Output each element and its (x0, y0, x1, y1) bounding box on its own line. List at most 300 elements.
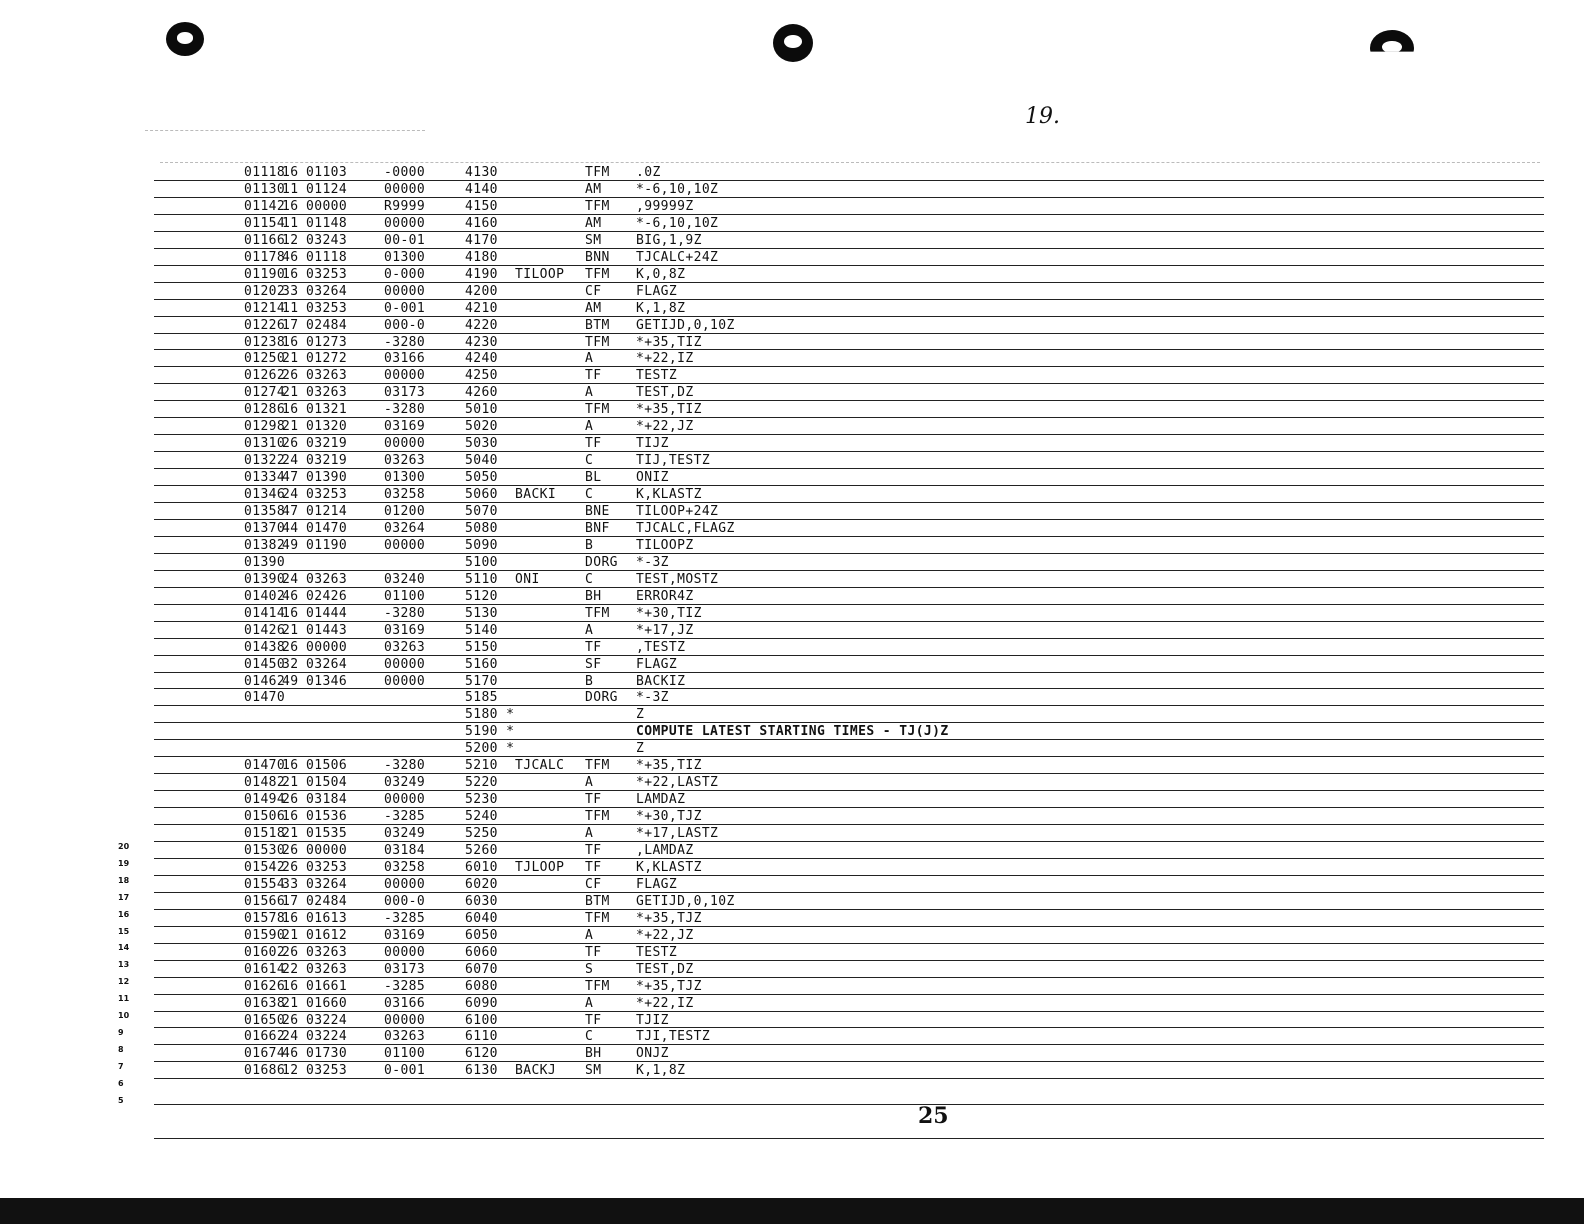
listing-opc: DORG (585, 690, 618, 706)
listing-loc: 01590 (244, 927, 286, 943)
listing-op: 26 (282, 639, 299, 655)
listing-loc: 01506 (244, 809, 286, 825)
listing-op: 16 (282, 910, 299, 926)
listing-b: 00000 (384, 792, 426, 808)
listing-loc: 01226 (244, 317, 286, 333)
listing-opc: A (585, 351, 594, 367)
listing-opc: AM (585, 181, 602, 197)
listing-operand: TESTZ (636, 368, 678, 384)
row-rule (154, 400, 1544, 401)
listing-loc: 01178 (244, 249, 286, 265)
listing-a: 01272 (306, 351, 348, 367)
listing-operand: *+22,IZ (636, 351, 694, 367)
listing-label: TJLOOP (515, 859, 565, 875)
listing-opc: SM (585, 1063, 602, 1079)
listing-operand: TJCALC,FLAGZ (636, 520, 735, 536)
margin-number: 9 (118, 1027, 124, 1037)
listing-loc: 01390 (244, 554, 286, 570)
listing-a: 03253 (306, 859, 348, 875)
listing-op: 26 (282, 436, 299, 452)
punch-hole-right (1370, 30, 1414, 66)
listing-operand: *+22,LASTZ (636, 775, 719, 791)
listing-a: 01103 (306, 165, 348, 180)
row-rule (154, 502, 1544, 503)
row-rule (154, 485, 1544, 486)
row-rule (154, 316, 1544, 317)
listing-seq: 5200 * (465, 741, 515, 757)
listing-operand: *+22,IZ (636, 995, 694, 1011)
listing-op: 21 (282, 351, 299, 367)
listing-op: 16 (282, 198, 299, 214)
listing-a: 02426 (306, 588, 348, 604)
listing-opc: BNN (585, 249, 610, 265)
listing-opc: CF (585, 283, 602, 299)
listing-loc: 01298 (244, 419, 286, 435)
listing-operand: *+30,TIZ (636, 605, 702, 621)
listing-b: -3280 (384, 402, 426, 418)
row-rule (154, 756, 1544, 757)
listing-a: 01535 (306, 826, 348, 842)
listing-op: 49 (282, 537, 299, 553)
listing-a: 02484 (306, 893, 348, 909)
listing-operand: *+22,JZ (636, 927, 694, 943)
listing-seq: 5220 (465, 775, 498, 791)
listing-label: TILOOP (515, 266, 565, 282)
listing-a: 03253 (306, 266, 348, 282)
listing-seq: 6010 (465, 859, 498, 875)
listing-loc: 01674 (244, 1046, 286, 1062)
listing-op: 21 (282, 622, 299, 638)
listing-seq: 5190 * (465, 724, 515, 740)
listing-op: 16 (282, 402, 299, 418)
row-rule (154, 180, 1544, 181)
listing-loc: 01650 (244, 1012, 286, 1028)
listing-opc: TFM (585, 605, 610, 621)
listing-opc: TF (585, 859, 602, 875)
listing-a: 01506 (306, 758, 348, 774)
listing-seq: 4150 (465, 198, 498, 214)
listing-a: 01612 (306, 927, 348, 943)
listing-b: -3280 (384, 334, 426, 350)
listing-op: 16 (282, 978, 299, 994)
listing-opc: B (585, 537, 594, 553)
listing-loc: 01626 (244, 978, 286, 994)
listing-a: 01124 (306, 181, 348, 197)
margin-number: 15 (118, 926, 130, 936)
listing-a: 03264 (306, 876, 348, 892)
listing-loc: 01250 (244, 351, 286, 367)
listing-opc: DORG (585, 554, 618, 570)
listing-b: -3280 (384, 605, 426, 621)
listing-operand: *+35,TIZ (636, 402, 702, 418)
listing-label: TJCALC (515, 758, 565, 774)
listing-a: 03243 (306, 232, 348, 248)
listing-seq: 5150 (465, 639, 498, 655)
listing-op: 24 (282, 1029, 299, 1045)
listing-op: 33 (282, 283, 299, 299)
listing-seq: 4200 (465, 283, 498, 299)
listing-seq: 6070 (465, 961, 498, 977)
listing-op: 21 (282, 927, 299, 943)
row-rule (154, 909, 1544, 910)
listing-seq: 5180 * (465, 707, 515, 723)
row-rule (154, 1078, 1544, 1079)
listing-a: 03253 (306, 300, 348, 316)
listing-seq: 4220 (465, 317, 498, 333)
row-rule (154, 739, 1544, 740)
listing-opc: A (585, 995, 594, 1011)
listing-opc: A (585, 826, 594, 842)
footer-page-number: 25 (918, 1103, 949, 1129)
listing-seq: 6060 (465, 944, 498, 960)
listing-b: 00000 (384, 876, 426, 892)
row-rule (154, 519, 1544, 520)
row-rule (154, 790, 1544, 791)
listing-seq: 6100 (465, 1012, 498, 1028)
listing-b: 00000 (384, 1012, 426, 1028)
listing-loc: 01402 (244, 588, 286, 604)
listing-opc: SF (585, 656, 602, 672)
listing-seq: 6110 (465, 1029, 498, 1045)
listing-a: 01504 (306, 775, 348, 791)
listing-a: 03263 (306, 385, 348, 401)
margin-number: 19 (118, 858, 130, 868)
listing-b: 00000 (384, 181, 426, 197)
listing-opc: TFM (585, 978, 610, 994)
listing-loc: 01482 (244, 775, 286, 791)
listing-operand: BIG,1,9Z (636, 232, 702, 248)
listing-op: 26 (282, 1012, 299, 1028)
row-rule (154, 688, 1544, 689)
listing-operand: *+35,TJZ (636, 910, 702, 926)
listing-seq: 4250 (465, 368, 498, 384)
margin-number: 5 (118, 1095, 124, 1105)
listing-op: 22 (282, 961, 299, 977)
listing-operand: BACKIZ (636, 673, 686, 689)
listing-opc: TFM (585, 334, 610, 350)
listing-operand: FLAGZ (636, 656, 678, 672)
listing-op: 21 (282, 775, 299, 791)
row-rule (154, 333, 1544, 334)
listing-opc: C (585, 487, 594, 503)
listing-operand: ONIZ (636, 470, 669, 486)
listing-seq: 6050 (465, 927, 498, 943)
listing-op: 24 (282, 453, 299, 469)
punch-hole-left (166, 22, 204, 56)
listing-loc: 01202 (244, 283, 286, 299)
listing-loc: 01310 (244, 436, 286, 452)
listing-seq: 5210 (465, 758, 498, 774)
listing-b: 03240 (384, 571, 426, 587)
listing-loc: 01554 (244, 876, 286, 892)
listing-loc: 01470 (244, 758, 286, 774)
listing-loc: 01450 (244, 656, 286, 672)
listing-op: 16 (282, 266, 299, 282)
listing-b: 03258 (384, 487, 426, 503)
listing-seq: 5240 (465, 809, 498, 825)
listing-seq: 4190 (465, 266, 498, 282)
listing-b: 01300 (384, 249, 426, 265)
listing-opc: TFM (585, 402, 610, 418)
row-rule (154, 994, 1544, 995)
listing-op: 46 (282, 249, 299, 265)
listing-b: 03173 (384, 961, 426, 977)
listing-seq: 5250 (465, 826, 498, 842)
row-rule (154, 383, 1544, 384)
listing-seq: 5080 (465, 520, 498, 536)
listing-op: 32 (282, 656, 299, 672)
listing-seq: 6040 (465, 910, 498, 926)
listing-op: 11 (282, 181, 299, 197)
listing-seq: 5020 (465, 419, 498, 435)
listing-seq: 4240 (465, 351, 498, 367)
listing-a: 01470 (306, 520, 348, 536)
listing-seq: 5050 (465, 470, 498, 486)
listing-a: 03263 (306, 961, 348, 977)
listing-op: 47 (282, 470, 299, 486)
row-rule (154, 824, 1544, 825)
listing-a: 03184 (306, 792, 348, 808)
listing-b: 03169 (384, 622, 426, 638)
listing-opc: S (585, 961, 594, 977)
listing-operand: GETIJD,0,10Z (636, 317, 735, 333)
row-rule (154, 570, 1544, 571)
margin-number: 16 (118, 909, 130, 919)
listing-b: 03263 (384, 453, 426, 469)
listing-seq: 5090 (465, 537, 498, 553)
listing-a: 01613 (306, 910, 348, 926)
listing-op: 16 (282, 605, 299, 621)
listing-opc: SM (585, 232, 602, 248)
row-rule (154, 417, 1544, 418)
row-rule (154, 214, 1544, 215)
listing-loc: 01518 (244, 826, 286, 842)
listing-operand: *-3Z (636, 690, 669, 706)
row-rule (154, 773, 1544, 774)
bottom-rule-1 (154, 1104, 1544, 1105)
listing-operand: FLAGZ (636, 283, 678, 299)
listing-operand: Z (636, 707, 645, 723)
listing-seq: 5230 (465, 792, 498, 808)
listing-opc: A (585, 385, 594, 401)
listing-label: ONI (515, 571, 540, 587)
listing-loc: 01238 (244, 334, 286, 350)
listing-opc: TF (585, 843, 602, 858)
listing-b: 000-0 (384, 893, 426, 909)
row-rule (154, 807, 1544, 808)
margin-number: 20 (118, 842, 130, 851)
listing-a: 01214 (306, 504, 348, 519)
listing-b: 03249 (384, 826, 426, 842)
listing-opc: BL (585, 470, 602, 486)
row-rule (154, 858, 1544, 859)
listing-b: 01100 (384, 1046, 426, 1062)
listing-a: 01390 (306, 470, 348, 486)
listing-op: 16 (282, 165, 299, 180)
listing-operand: *-3Z (636, 554, 669, 570)
listing-b: -3285 (384, 978, 426, 994)
listing-op: 16 (282, 809, 299, 825)
listing-b: 00000 (384, 673, 426, 689)
listing-a: 03263 (306, 571, 348, 587)
listing-a: 01190 (306, 537, 348, 553)
listing-opc: AM (585, 215, 602, 231)
listing-b: 00000 (384, 944, 426, 960)
row-rule (154, 943, 1544, 944)
listing-op: 49 (282, 673, 299, 689)
margin-number: 8 (118, 1044, 124, 1054)
listing-b: 0-001 (384, 300, 426, 316)
listing-loc: 01662 (244, 1029, 286, 1045)
listing-opc: TF (585, 792, 602, 808)
listing-seq: 5185 (465, 690, 498, 706)
listing-op: 46 (282, 1046, 299, 1062)
listing-b: 03166 (384, 995, 426, 1011)
listing-a: 00000 (306, 198, 348, 214)
listing-opc: AM (585, 300, 602, 316)
listing-operand: ,TESTZ (636, 639, 686, 655)
listing-op: 16 (282, 758, 299, 774)
listing-seq: 4210 (465, 300, 498, 316)
listing-a: 01661 (306, 978, 348, 994)
listing-seq: 5120 (465, 588, 498, 604)
listing-seq: 6030 (465, 893, 498, 909)
margin-number: 6 (118, 1078, 124, 1088)
listing-a: 03219 (306, 436, 348, 452)
row-rule (154, 621, 1544, 622)
listing-op: 26 (282, 792, 299, 808)
row-rule (154, 672, 1544, 673)
row-rule (154, 892, 1544, 893)
listing-op: 47 (282, 504, 299, 519)
listing-a: 00000 (306, 639, 348, 655)
listing-op: 24 (282, 571, 299, 587)
listing-operand: ,99999Z (636, 198, 694, 214)
listing-opc: TFM (585, 198, 610, 214)
listing-a: 01730 (306, 1046, 348, 1062)
margin-number: 7 (118, 1061, 124, 1071)
listing-op: 21 (282, 826, 299, 842)
listing-seq: 5070 (465, 504, 498, 519)
row-rule (154, 587, 1544, 588)
row-rule (154, 349, 1544, 350)
listing-opc: TF (585, 368, 602, 384)
listing-seq: 5010 (465, 402, 498, 418)
listing-op: 11 (282, 215, 299, 231)
listing-b: 00000 (384, 537, 426, 553)
listing-seq: 6130 (465, 1063, 498, 1079)
listing-operand: K,KLASTZ (636, 859, 702, 875)
listing-opc: TFM (585, 910, 610, 926)
margin-number: 18 (118, 875, 130, 885)
listing-a: 03253 (306, 487, 348, 503)
listing-a: 03224 (306, 1012, 348, 1028)
listing-loc: 01390 (244, 571, 286, 587)
listing-opc: CF (585, 876, 602, 892)
listing-seq: 6020 (465, 876, 498, 892)
listing-operand: K,KLASTZ (636, 487, 702, 503)
row-rule (154, 197, 1544, 198)
margin-number: 17 (118, 892, 130, 902)
row-rule (154, 536, 1544, 537)
listing-opc: BNF (585, 520, 610, 536)
listing-operand: TIJZ (636, 436, 669, 452)
listing-b: 03264 (384, 520, 426, 536)
listing-op: 21 (282, 419, 299, 435)
listing-a: 01148 (306, 215, 348, 231)
listing-b: 01200 (384, 504, 426, 519)
listing-seq: 5160 (465, 656, 498, 672)
listing-loc: 01614 (244, 961, 286, 977)
listing-a: 01320 (306, 419, 348, 435)
listing-seq: 4140 (465, 181, 498, 197)
listing-op: 16 (282, 334, 299, 350)
listing-operand: ,LAMDAZ (636, 843, 694, 858)
row-rule (154, 705, 1544, 706)
listing-opc: BTM (585, 893, 610, 909)
listing-operand: *-6,10,10Z (636, 181, 719, 197)
listing-loc: 01530 (244, 843, 286, 858)
listing-a: 03264 (306, 656, 348, 672)
listing-a: 01660 (306, 995, 348, 1011)
listing-loc: 01262 (244, 368, 286, 384)
listing-opc: A (585, 775, 594, 791)
listing-b: 01300 (384, 470, 426, 486)
listing-b: 000-0 (384, 317, 426, 333)
row-rule (154, 926, 1544, 927)
handwritten-page-number: 19. (1025, 104, 1060, 129)
listing-b: 03263 (384, 639, 426, 655)
row-rule (154, 299, 1544, 300)
listing-a: 03253 (306, 1063, 348, 1079)
listing-op: 26 (282, 944, 299, 960)
listing-seq: 5110 (465, 571, 498, 587)
listing-loc: 01130 (244, 181, 286, 197)
listing-b: 00000 (384, 368, 426, 384)
listing-loc: 01214 (244, 300, 286, 316)
listing-opc: A (585, 622, 594, 638)
listing-opc: TF (585, 1012, 602, 1028)
listing-operand: Z (636, 741, 645, 757)
listing-seq: 5060 (465, 487, 498, 503)
listing-b: R9999 (384, 198, 426, 214)
listing-op: 26 (282, 859, 299, 875)
listing-loc: 01462 (244, 673, 286, 689)
listing-op: 21 (282, 385, 299, 401)
listing-loc: 01274 (244, 385, 286, 401)
margin-number: 11 (118, 994, 130, 1004)
listing-loc: 01578 (244, 910, 286, 926)
listing-seq: 4230 (465, 334, 498, 350)
listing-b: 00000 (384, 283, 426, 299)
listing-operand: TEST,DZ (636, 385, 694, 401)
listing-operand: *+30,TJZ (636, 809, 702, 825)
row-rule (154, 604, 1544, 605)
listing-a: 01536 (306, 809, 348, 825)
listing-operand: TJI,TESTZ (636, 1029, 711, 1045)
listing-operand: K,1,8Z (636, 300, 686, 316)
listing-opc: TF (585, 639, 602, 655)
listing-seq: 4260 (465, 385, 498, 401)
listing-b: 01100 (384, 588, 426, 604)
listing-seq: 6080 (465, 978, 498, 994)
listing-operand: FLAGZ (636, 876, 678, 892)
listing-operand: TESTZ (636, 944, 678, 960)
row-rule (154, 468, 1544, 469)
listing-loc: 01438 (244, 639, 286, 655)
listing-operand: TIJ,TESTZ (636, 453, 711, 469)
listing-loc: 01686 (244, 1063, 286, 1079)
